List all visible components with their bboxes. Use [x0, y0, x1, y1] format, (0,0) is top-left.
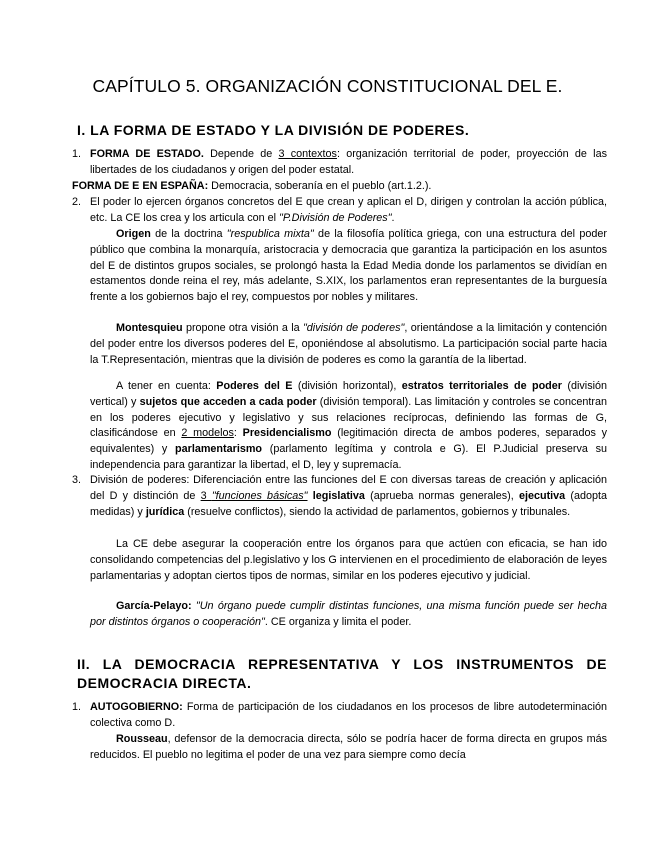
text-run: (división horizontal),: [292, 380, 402, 392]
paragraph-origen: [90, 227, 607, 306]
list-number: 1.: [72, 148, 82, 160]
bold-term: legislativa: [312, 489, 365, 502]
bold-term: jurídica: [145, 505, 185, 518]
paragraph-garcia-pelayo: [90, 599, 607, 631]
paragraph-division-poderes: [90, 473, 607, 520]
text-run: (división temporal). Las limitación y controles se concentran en los poderes ejecutivo y legislativo y sus relaciones recíprocas, definiendo las formas de G, clasificándose en: [90, 395, 607, 440]
text-run: :: [233, 427, 243, 440]
text-run: propone otra visión a la: [182, 322, 303, 334]
text-run: (división vertical) y: [90, 380, 607, 408]
underlined-term: [201, 490, 308, 502]
text-run: El poder lo ejercen órganos concretos del E que crean y aplican el D, dirigen y controlan la acción pública, etc. La CE los crea y los articula con el: [90, 196, 607, 224]
paragraph-ce-cooperacion: La CE debe asegurar la cooperación entre los órganos para que actúen con eficacia, se han ido consolidando competencias del p.legislativo y los G intervienen en el procedimiento de elaboración de leyes parlamentarias y adoptan ciertos tipos de normas, similar en los poderes ejecutivo y judicial.: [90, 538, 607, 582]
section-heading-2: II. LA DEMOCRACIA REPRESENTATIVA Y LOS INSTRUMENTOS DE DEMOCRACIA DIRECTA.: [77, 656, 607, 691]
bold-term: estratos territoriales de poder: [401, 380, 562, 392]
text-run: , defensor de la democracia directa, sólo se podría hacer de forma directa en grupos más reducidos. El pueblo no legitima el poder de una vez para siempre como decía: [90, 733, 607, 761]
text-run: Forma de participación de los ciudadanos en los procesos de libre autodeterminación colectiva como D.: [90, 701, 607, 729]
paragraph-autogobierno: [90, 700, 607, 732]
bold-term: sujetos que acceden a cada poder: [139, 395, 317, 408]
section-heading-1: I. LA FORMA DE ESTADO Y LA DIVISIÓN DE PODERES.: [77, 122, 470, 138]
page-title: CAPÍTULO 5. ORGANIZACIÓN CONSTITUCIONAL DEL E.: [92, 76, 563, 96]
paragraph-tener-en-cuenta: [90, 379, 607, 474]
italic-term: "división de poderes": [302, 322, 405, 334]
paragraph-forma-estado: [90, 147, 607, 179]
italic-term: "P.División de Poderes": [279, 211, 392, 224]
italic-term: "funciones básicas": [211, 489, 308, 502]
text-run: Democracia, soberanía en el pueblo (art.1.2.).: [208, 180, 432, 192]
underlined-term: 3 contextos: [278, 148, 337, 160]
text-run: (aprueba normas generales),: [364, 489, 519, 502]
bold-term: Rousseau: [116, 733, 168, 745]
paragraph-montesquieu: [90, 321, 607, 368]
text-run: (legitimación directa de ambos poderes, separados y equivalentes) y: [90, 427, 607, 456]
italic-term: "respublica mixta": [226, 228, 314, 240]
bold-term: García-Pelayo:: [116, 600, 192, 612]
bold-term: ejecutiva: [518, 489, 566, 502]
text-run: : organización territorial de poder, proyección de las libertades de los ciudadanos y origen del poder estatal.: [90, 148, 607, 176]
text-run: .: [391, 211, 395, 224]
text-run: , orientándose a la limitación y contención del poder entre los diversos poderes del E, oponiéndose al absolutismo. La participación social parte hacia la T.Representación, mientras que la división de poderes es como la garantía de la libertad.: [90, 322, 607, 366]
bold-term: Origen: [116, 228, 151, 240]
text-run: A tener en cuenta:: [116, 380, 217, 392]
list-number: 1.: [72, 701, 82, 713]
text-run: División de poderes: Diferenciación entre las funciones del E con diversas tareas de creación y aplicación del D y distinción de: [90, 474, 607, 502]
list-number: 3.: [72, 474, 82, 486]
text-run: . CE organiza y limita el poder.: [264, 615, 412, 628]
bold-term: Presidencialismo: [242, 427, 332, 440]
bold-term: Poderes del E: [216, 380, 293, 392]
bold-term: parlamentarismo: [175, 443, 263, 456]
bold-term: AUTOGOBIERNO:: [90, 701, 183, 713]
bold-term: FORMA DE ESTADO.: [90, 148, 204, 160]
paragraph-poder: [90, 195, 607, 227]
list-number: 2.: [72, 196, 82, 208]
text-run: Depende de: [203, 148, 279, 160]
text-run: (adopta medidas) y: [90, 489, 608, 518]
underlined-term: 2 modelos: [181, 427, 234, 440]
bold-term: FORMA DE E EN ESPAÑA:: [72, 180, 209, 192]
text-run: de la filosofía política griega, con una estructura del poder público que combina la monarquía, aristocracia y democracia que garantiza la participación en los asuntos del E de distintos grupos sociales, se prolongó hasta la Edad Media donde los parlamentos se dividían en estamentos donde reina el rey, más adelante, S.XIX, los parlamentos eran representantes de la burguesía frente a los gobiernos bajo el rey, compuestos por nobles y militares.: [90, 228, 607, 304]
paragraph-rousseau: [90, 732, 607, 764]
text-run: (parlamento legítima y controla e G). El P.Judicial preserva su independencia para garantizar la libertad, el D, ley y supremacía.: [90, 443, 607, 471]
italic-quote: "Un órgano puede cumplir distintas funciones, una misma función puede ser hecha por distintos órganos o cooperación": [90, 600, 607, 628]
text-run: de la doctrina: [150, 228, 227, 240]
text-run: (resuelve conflictos), siendo la actividad de parlamentos, gobiernos y tribunales.: [184, 505, 571, 518]
text-run: 3: [200, 489, 212, 502]
bold-term: Montesquieu: [116, 322, 183, 334]
paragraph-forma-espana: [72, 179, 607, 195]
